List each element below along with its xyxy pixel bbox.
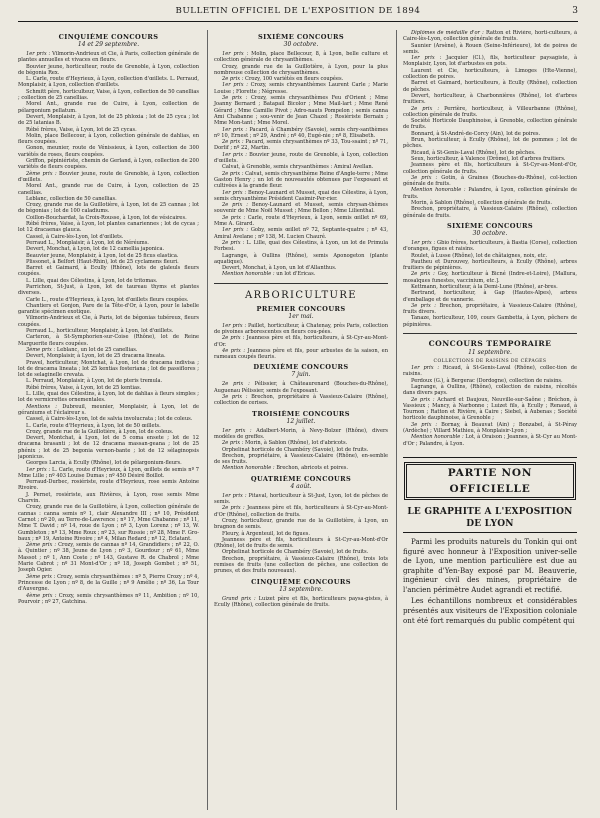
award-text: J. Pernet, rosiériste, aux Rivières, à Lyon, rose semis Mme Charvin. bbox=[18, 491, 199, 505]
award-rank: 1er prix : bbox=[222, 189, 247, 196]
award-entry bbox=[214, 227, 388, 240]
section-heading: DEUXIÈME CONCOURS bbox=[253, 363, 349, 372]
award-text: Jeanness père et fils, pour arbustes de la saison, en rameaux coupés fleuris. bbox=[214, 347, 388, 361]
award-text: Brechon, propriétaire, à Vassieux-Calaire (Rhône), trois lots remises de fruits (une collection de pêches, une collection de prunes, et des fruits nouveaux). bbox=[214, 555, 388, 575]
award-text: Fleury, à Argenteuil, lot de figues. bbox=[222, 530, 310, 537]
article-title: LE GRAPHITE A L'EXPOSITION DE LYON bbox=[403, 506, 577, 533]
section-divider bbox=[403, 333, 577, 334]
award-text: L. Carle, route d'Heyrieux, à Lyon, œillets de semis nº 7 Mme Lille ; nº 403 Louise Dumas ; nº 450 Désiré Boillot. bbox=[18, 466, 199, 479]
award-entry bbox=[18, 404, 199, 417]
award-text: Luizet père et fils, horticulteurs paysa-gistes, à Ecully (Rhône), collection générale de fruits. bbox=[214, 595, 388, 608]
award-entry bbox=[214, 190, 388, 203]
award-text: Bouvier jeune, route de Grenoble, à Lyon, collection d'œillets. bbox=[214, 151, 388, 165]
award-entry bbox=[18, 101, 199, 114]
award-text: Bouvier jeune, route de Grenoble, à Lyon, collection d'œillets. bbox=[18, 170, 199, 183]
award-list bbox=[403, 365, 577, 447]
award-rank: 3e prix : bbox=[411, 421, 438, 428]
award-rank: Mention honorable : bbox=[222, 465, 275, 472]
award-text: Rébé frères, Vaise, à Lyon, lot plantes canariennes ; lot de cycas ; lot 12 dracaenas glauca. bbox=[18, 221, 199, 234]
award-entry bbox=[214, 139, 388, 152]
award-rank: 1er prix : bbox=[411, 365, 440, 372]
award-text: Cassel, à Caire-lès-Lyon, lot de salvia involucrata ; lot de coleus. bbox=[26, 416, 193, 423]
partie-non-officielle-heading: PARTIE NON OFFICIELLE bbox=[406, 464, 574, 498]
award-rank: 1er prix : bbox=[222, 51, 249, 57]
award-text: Ricaud, à St-Genis-Laval (Rhône), lot de pêches. bbox=[411, 149, 536, 156]
award-entry bbox=[18, 360, 199, 379]
award-rank: 2e prix : bbox=[222, 505, 245, 512]
award-entry bbox=[214, 453, 388, 466]
award-entry bbox=[403, 80, 577, 93]
award-entry bbox=[18, 265, 199, 278]
award-text: Paillet, horticulteur, à Chatenay, près Paris, collection de pivoines arborescentes en fleurs cou-pées. bbox=[214, 322, 388, 335]
award-text: Perraud-Durbec, rosiériste, route d'Heyrieux, rose semis Antoine Rivoire. bbox=[18, 479, 199, 492]
award-text: Gotin, à Graines (Bouches-du-Rhône), col-lection générale de fruits. bbox=[403, 174, 577, 188]
award-text: Perdoux (G.), à Bergerac (Dordogne), collection de raisins. bbox=[411, 377, 563, 384]
award-entry bbox=[18, 492, 199, 505]
award-entry bbox=[403, 55, 577, 68]
award-text: Bertrand, horticulteur, à Gap (Hautes-Alpes), arbres d'emballage et de vannerie. bbox=[403, 290, 577, 303]
award-text: L. Lille, quai des Célestins, à Lyon, lot de dahlias à fleurs simples ; lot de vermicrettes ornementales. bbox=[18, 391, 199, 404]
award-entry bbox=[403, 315, 577, 328]
award-text: Société Horticole Dauphinoise, à Grenoble, collection générale de fruits. bbox=[403, 118, 577, 131]
award-entry bbox=[403, 106, 577, 119]
section-date: 14 et 29 septembre. bbox=[77, 41, 140, 48]
award-text: L. Carle, route d'Heyrieux, à Lyon, lot de 50 œillets. bbox=[26, 422, 161, 429]
award-text: Crozy, grande rue de la Guillotière, à Lyon, collection générale de cannas : canna semis nº 1, clair Alexandre III ; nº 10, Président Carnot ; nº 20, au Terre-de-Lawrence ; nº 17, Mme Chabanne ; nº 11, Mme T. David ; nº 14, roue de Lyon ; nº 3, Lyon Lorenz ; nº 13, W. Gumbleton ; nº 13, Mme Roux ; nº 23, sur Russie ; nº 28, Mme F. Gro-baux ; nº 19, Antoine Rivoire ; nº 4, Milan Redard ; nº 12, Eclatant. bbox=[18, 504, 199, 542]
award-entry bbox=[214, 171, 388, 190]
award-entry bbox=[18, 334, 199, 347]
award-entry bbox=[18, 284, 199, 297]
section-date: 30 octobre. bbox=[283, 41, 319, 48]
award-text: Lagrange, à Oullins (Rhône), semis Aponogeton (plante aquatique). bbox=[214, 252, 388, 265]
section-heading: CINQUIÈME CONCOURS bbox=[251, 577, 351, 586]
award-text: Carle, route d'Heyrieux, à Lyon, semis œillet nº 69, Mme A. Girard. bbox=[214, 214, 388, 228]
award-text: Gbio frères, horticulteurs, à Bastia (Corse), collection d'oranges, figues et raisins. bbox=[403, 239, 577, 253]
award-entry bbox=[403, 118, 577, 131]
award-entry bbox=[214, 465, 388, 471]
section-date: 12 juillet. bbox=[286, 417, 316, 425]
column-2 bbox=[207, 30, 388, 810]
award-entry bbox=[18, 158, 199, 171]
award-entry bbox=[403, 187, 577, 200]
award-text: Brechon, abricots et poires. bbox=[276, 465, 348, 472]
award-entry bbox=[214, 596, 388, 609]
award-entry bbox=[214, 394, 388, 407]
award-rank: 2e prix : bbox=[222, 76, 244, 83]
award-text: Devert, horticulteur, à Charbonnières (Rhône), lot d'arbres fruitiers. bbox=[403, 92, 577, 106]
award-text: Chantiers et Gonjon, Pare de la Tête-d'Or, à Lyon, pour le labelle garantie spécimen exotique. bbox=[18, 302, 199, 316]
section-heading: CINQUIÈME CONCOURS bbox=[58, 33, 159, 41]
award-list bbox=[214, 493, 388, 575]
award-text: Dubreuil, meunier, Monplaisir, à Lyon, lot de géraniums et l'éclaireur s. bbox=[18, 403, 199, 416]
award-text: L. Perraud, Monplaisir, à Lyon, lot de pteris tremula. bbox=[26, 378, 163, 385]
award-text: Rébé frères, Vaise, à Lyon, lot de 25 cycas. bbox=[26, 126, 137, 133]
award-text: Devert, Monplaisir, à Lyon, lot de 25 phloxia ; lot de 25 cyca ; lot de 25 latanias B. bbox=[18, 113, 199, 127]
award-entry bbox=[214, 271, 388, 277]
award-entry bbox=[403, 365, 577, 378]
award-text: Pacard, semis chrysanthèmes nº 33, Tou-ssaint ; nº 71, Dorlif ; nº 22, Martin. bbox=[214, 139, 388, 152]
award-entry bbox=[403, 303, 577, 316]
award-list bbox=[214, 596, 388, 609]
section-date: 4 août. bbox=[290, 482, 312, 490]
award-text: Pautheu et Durouvey, horticulteurs, à Ecully (Rhône), arbres fruitiers de pépinières. bbox=[403, 258, 577, 272]
award-rank: Mention honorable : bbox=[411, 187, 466, 194]
award-list bbox=[214, 381, 388, 406]
award-text: Barret et Gaimard, à Ecully (Rhône), lots de glaïeuls fleurs coupées. bbox=[18, 265, 199, 278]
award-text: Barret et Gaimard, horticulteurs, à Ecully (Rhône), collection de pêches. bbox=[403, 80, 577, 93]
award-entry bbox=[18, 593, 199, 606]
award-text: Perrière, horticulteur, à Villeurbanne (Rhône), collection générale de fruits. bbox=[403, 105, 577, 118]
award-entry bbox=[403, 271, 577, 284]
award-entry bbox=[214, 518, 388, 531]
award-rank: 2e prix : bbox=[222, 335, 245, 342]
bulletin-title: BULLETIN OFFICIEL DE L'EXPOSITION DE 1894 bbox=[175, 6, 421, 16]
award-rank: 1er prix : bbox=[222, 126, 248, 133]
arboriculture-heading: ARBORICULTURE bbox=[245, 289, 357, 301]
section-subheading: COLLECTIONS DE RAISINS DE CÉPAGES bbox=[433, 359, 547, 365]
award-entry bbox=[18, 145, 199, 158]
award-rank: 1er prix : bbox=[411, 55, 442, 62]
award-text: Plissonet, à Belfort (Haut-Rhin), lot de 25 cyclamens fleuri. bbox=[26, 258, 179, 265]
award-text: Bouvier jeune, horticulteur, route de Grenoble, à Lyon, collection de bégonia Rex. bbox=[18, 63, 199, 76]
award-text: Morel Ant., grande rue de Cuire, à Lyon, collection de pélargonium pellatum. bbox=[18, 101, 199, 114]
award-rank: 2ème prix : bbox=[26, 170, 57, 177]
award-text: Vilmorin-Andrieux et Cie, à Paris, lot de bégonias tubéreux, fleurs coupées. bbox=[18, 315, 199, 328]
award-text: Kettmann, horticulteur, à la Demi-Lune (Rhône), ar-bres. bbox=[411, 283, 558, 290]
award-list bbox=[214, 428, 388, 472]
column-1 bbox=[18, 30, 199, 810]
award-rank: 3ème prix : bbox=[26, 573, 56, 580]
award-text: Georges Larcia, à Ecully (Rhône), lot de pélargonium-fleurs. bbox=[26, 460, 182, 467]
award-rank: 3e prix : bbox=[222, 214, 246, 221]
award-text: Palandre, à Lyon, collection générale de fruits. bbox=[403, 187, 577, 200]
award-text: Lagrange, à Oullins, (Rhône), collection de raisins, récoltés dans divers pays. bbox=[403, 383, 577, 397]
award-text: Pravel, horticulteur, Montchat, à Lyon, lot de dracæna indivisa ; lot de dracæna lineata ; lot 25 kentias fosteriana ; lot de passiflores ; lot de selaginelle crevata. bbox=[18, 359, 199, 379]
award-text: Tanaze, horticulteur, 109, cours Gambetta, à Lyon, pêchers de pépinières. bbox=[403, 315, 577, 328]
award-rank: 3e prix : bbox=[222, 95, 248, 102]
award-entry bbox=[18, 64, 199, 77]
award-text: Pélissier, à Châteaurenard (Bouches-du-Rhône), Auguenau Pélissier, semis de l'exposant. bbox=[214, 381, 388, 394]
award-rank: 2ème prix : bbox=[26, 542, 57, 549]
award-entry bbox=[18, 542, 199, 573]
section-heading: PREMIER CONCOURS bbox=[256, 304, 346, 313]
award-text: Perraud L., Monplaisir, à Lyon, lot de Néréums. bbox=[26, 239, 149, 246]
award-list bbox=[403, 240, 577, 328]
award-text: Crozy, grande rue de la Guillotière, à Lyon, lot de 25 cannas ; lot de bégonias ; lot de 100 caladiums. bbox=[18, 202, 199, 215]
section-heading: QUATRIÈME CONCOURS bbox=[250, 474, 352, 483]
award-text: Cassel, à Caire-lès-Lyon, lot d'œillets. bbox=[26, 233, 124, 240]
award-text: L. Lille, quai des Célestins, à Lyon, un lot de Primula Forbesi. bbox=[214, 239, 388, 253]
award-entry bbox=[18, 202, 199, 215]
award-text: Crozy, 100 variétés en fleurs coupées. bbox=[245, 76, 344, 83]
award-entry bbox=[214, 202, 388, 215]
award-entry bbox=[403, 422, 577, 435]
award-text: Benoy-Launard et Musset, quai des Célestins, à Lyon, semis chrysanthème Président Casimir-Per-rier. bbox=[214, 189, 388, 202]
award-rank: 1er prix : bbox=[26, 51, 51, 57]
award-text: Pacard, à Chambéry (Savoie), semis chry-santhèmes nº 10, Ernest ; nº 29, André ; nº 40, Eugé-nie ; nº 8, Elisabeth. bbox=[214, 126, 388, 139]
award-entry bbox=[214, 253, 388, 266]
award-text: Crozy, horticulteur, grande rue de la Guillotière, à Lyon, un bragnon de semis. bbox=[214, 517, 388, 531]
award-text: Morin, à Sablon (Rhône), collection générale de fruits. bbox=[411, 200, 552, 207]
award-rank: 3e prix : bbox=[222, 394, 248, 401]
award-entry bbox=[403, 259, 577, 272]
award-entry bbox=[214, 493, 388, 506]
award-text: Vilmorin-Andrieux et Cie, à Paris, collection générale de plantes annuelles et vivaces en fleurs. bbox=[18, 51, 199, 64]
award-text: Devert, Monchat, à Lyon, un lot d'Allanthus. bbox=[222, 265, 337, 272]
award-rank: 2e prix : bbox=[222, 202, 248, 209]
award-text: Griffon, pépiniériste, chemin de Gerland, à Lyon, collection de 200 variétés de fleurs coupées. bbox=[18, 158, 199, 171]
award-entry bbox=[403, 43, 577, 56]
award-text: Rébé frères, Vaise, à Lyon, lot de 25 kentias. bbox=[26, 384, 142, 391]
section-date: 30 octobre. bbox=[472, 229, 508, 237]
award-list bbox=[403, 30, 577, 219]
award-text: Coillon-Bouchardat, la Croix-Rousse, à Lyon, lot de vésicaires. bbox=[26, 214, 187, 221]
award-text: Jacquier (Cl.), fils, horticulteur paysagiste, à Monplaisir, Lyon, lot d'arbustes en pots. bbox=[403, 55, 577, 68]
award-entry bbox=[18, 171, 199, 184]
award-text: Pitaval, horticulteur à St-Just, Lyon, lot de pêches de semis. bbox=[214, 492, 388, 506]
award-text: Crozy, semis chrysanthèmes nº 11, Ambition ; nº 10, Pourvoir ; nº 27, Gatchina. bbox=[18, 592, 199, 605]
column-3 bbox=[396, 30, 577, 810]
award-entry bbox=[403, 240, 577, 253]
award-entry bbox=[18, 183, 199, 196]
award-text: Ratton et Rivière, horti-culteurs, à Caire-lès-Lyon, collection générale de fruits. bbox=[403, 30, 577, 43]
award-entry bbox=[403, 68, 577, 81]
award-rank: 4e prix : bbox=[222, 347, 246, 354]
award-text: Calvat, semis chrysanthème Reine d'Angle-terre ; Mme Gaston Henry ; un lot de nouveautés obtenues par l'exposant et cultivées à la grande fleur. bbox=[214, 170, 388, 190]
award-entry bbox=[18, 315, 199, 328]
award-entry bbox=[18, 504, 199, 542]
award-entry bbox=[214, 556, 388, 575]
award-text: Saunier (Arsène), à Rouen (Seine-Inférieure), lot de poires de semis. bbox=[403, 42, 577, 55]
award-rank: Mention honorable : bbox=[411, 434, 464, 441]
award-text: Crozy, semis de cannas nº 14, Grandidiers ; nº 22, O. à. Quintier ; nº 38, Jeune de Lyon ; nº 3, Gourdour ; nº 61, Mme Massot ; nº 1, Ann Coste ; nº 143, Gustave R. de Chabrol ; Mme Marie Cabrot ; nº 31 Mont-d'Or ; nº 18, Joseph Gombet ; nº 51, Joseph Ogier. bbox=[18, 542, 199, 574]
award-text: Brun, horticulteur, à Ecully (Rhône), lot de pommes ; lot de pêches. bbox=[403, 137, 577, 150]
award-text: Laurent et Cie, horticulteurs, à Limoges (Hte-Vienne), collection de poires. bbox=[403, 67, 577, 81]
award-entry bbox=[403, 137, 577, 150]
award-entry bbox=[18, 51, 199, 64]
award-text: Perraud L., horticulteur, Monplaisir, à Lyon, lot d'œillets. bbox=[26, 328, 174, 335]
award-text: Brechon, propriétaire à Vassieux-Calaire (Rhône), collection de cerises. bbox=[214, 394, 388, 407]
award-text: Goby, semis œillet nº 72, Septante-quatre ; nº 43, Amiral Avelane ; nº 138, M. Lucien Chauré. bbox=[214, 227, 388, 240]
award-text: Jeanness père et fils, horticulteurs, à St-Cyr-au-Mont-d'Or. bbox=[214, 335, 388, 348]
award-entry bbox=[403, 30, 577, 43]
section-heading: SIXIÈME CONCOURS bbox=[257, 33, 345, 41]
award-entry bbox=[214, 64, 388, 77]
award-rank: 2e prix : bbox=[222, 139, 244, 146]
section-date: 13 septembre. bbox=[279, 585, 323, 593]
award-rank: 1er prix : bbox=[222, 492, 247, 499]
award-entry bbox=[403, 290, 577, 303]
article-paragraph: Les échantillons nombreux et considérables présentés aux visiteurs de l'Exposition coloniale ont été fort remarqués du public compétent qui bbox=[403, 596, 577, 625]
award-rank: 2e prix : bbox=[222, 239, 245, 246]
award-entry bbox=[214, 152, 388, 165]
award-rank: 3e prix : bbox=[411, 302, 437, 309]
award-text: L. Lille, quai des Célestins, à Lyon, lot de tritomas. bbox=[26, 277, 158, 284]
award-rank: Mention honorable : bbox=[222, 271, 275, 278]
award-entry bbox=[403, 434, 577, 447]
award-text: Morel Ant., grande rue de Cuire, à Lyon, collection de 25 canellias. bbox=[18, 183, 199, 196]
award-text: Molin, place Bellecour, 8, à Lyon, belle culture et collection générale de chrysanthèmes. bbox=[214, 51, 388, 64]
award-entry bbox=[18, 574, 199, 593]
award-rank: 4ème prix : bbox=[26, 592, 57, 599]
award-entry bbox=[214, 82, 388, 95]
award-text: Crozy, grande rue de la Guillotière, à Lyon, lot de coleus. bbox=[26, 428, 174, 435]
columns bbox=[18, 30, 578, 810]
section-divider bbox=[214, 283, 388, 284]
award-text: Jeanness père et fils, horticulteurs à St-Cyr-au-Mont-d'Or (Rhône), collection de fruits. bbox=[214, 505, 388, 518]
award-text: Leblanc, un lot de 25 canellias. bbox=[56, 346, 138, 353]
award-entry bbox=[214, 505, 388, 518]
award-text: Carle L., route d'Heyrieux, à Lyon, lot d'œillets fleurs coupées. bbox=[26, 296, 189, 303]
award-rank: 1er prix : bbox=[222, 427, 252, 434]
award-text: Devert, Montchat, à Lyon, lot de 5 coma ensete ; lot de 12 dracæna brasanti ; lot de 12 dracæna massan-geana ; lot de 25 phénix ; lot de 25 begonia vernon-bante ; lot de 12 sélaginopsis japonicus. bbox=[18, 435, 199, 460]
award-text: Brechon, propriétaire, à Vassieux-Calaire (Rhône), collection générale de fruits. bbox=[403, 206, 577, 219]
award-rank: 2e prix : bbox=[411, 396, 435, 403]
award-rank: 1er prix : bbox=[222, 82, 248, 89]
award-entry bbox=[18, 89, 199, 102]
award-rank: Diplômes de médaille d'or : bbox=[411, 30, 484, 36]
award-rank: 2e prix : bbox=[222, 440, 244, 447]
award-list bbox=[214, 51, 388, 278]
section-date: 1er mai. bbox=[288, 312, 314, 320]
article-paragraph: Parmi les produits naturels du Tonkin qui ont figuré avec honneur à l'Exposition univer-selle de Lyon, une mention particulière est due au graphite d'Yen-Bay exposé par M. Beauverie, ingénieur civil des mines, propriétaire de l'ancien périmètre Audet agrandi et rectifié. bbox=[403, 536, 577, 594]
award-entry bbox=[18, 133, 199, 146]
award-text: Schmitt père, horticulteur, Vaise, à Lyon, collection de 50 canellias ; collection de 25 canellias. bbox=[18, 88, 199, 102]
award-entry bbox=[214, 348, 388, 361]
concours-temporaire-heading: CONCOURS TEMPORAIRE bbox=[428, 339, 552, 349]
award-list bbox=[18, 51, 199, 605]
award-entry bbox=[403, 175, 577, 188]
award-entry bbox=[18, 221, 199, 234]
award-entry bbox=[403, 162, 577, 175]
award-rank: 1er prix : bbox=[222, 322, 247, 329]
award-text: Orphelinat horticole de Chambéry (Savoie), lot de fruits. bbox=[222, 446, 369, 453]
article-body bbox=[403, 537, 577, 625]
page-header bbox=[18, 0, 578, 22]
award-rank: 1er prix : bbox=[411, 239, 436, 246]
award-entry bbox=[214, 323, 388, 336]
section-heading: TROISIÈME CONCOURS bbox=[252, 409, 350, 418]
award-text: L. Carle, route d'Heyrieux, à Lyon, collection d'œillets. L. Perraud, Monplaisir, à Lyon, collection d'œillets. bbox=[18, 76, 199, 89]
award-text: Morin, à Sablon (Rhône), lot d'abricots. bbox=[245, 440, 348, 447]
award-text: Parrichon, St-Just, à Lyon, lot de taureau thyms et plantes diverses. bbox=[18, 283, 199, 297]
award-entry bbox=[214, 51, 388, 64]
award-rank: 2e prix : bbox=[411, 105, 440, 112]
award-entry bbox=[214, 215, 388, 228]
award-entry bbox=[403, 93, 577, 106]
award-text: Crozy, semis chrysanthèmes Feu d'Orient ; Mme Joanny Bernard ; Batapail Bicolor ; Mme Mail-lart ; Mme René Gérard ; Mme Camille Pivot ; Adro-nauts Pompelon ; semis canna Ami Chabanne ; sou-venir de Jean Chazel ; Rosiériste Bernaix ; Mme Mon-tant ; Mme Morel. bbox=[214, 95, 388, 127]
award-entry bbox=[214, 95, 388, 126]
section-date: 11 septembre. bbox=[468, 349, 512, 357]
award-text: Ricaud, à St-Genis-Laval (Rhône), collec-tion de raisins. bbox=[403, 365, 577, 378]
section-heading: SIXIÈME CONCOURS bbox=[446, 221, 534, 230]
award-text: Calvat, à Grenoble, semis chrysanthèmes : Amiral Avellan. bbox=[222, 164, 374, 171]
award-rank: 1er prix : bbox=[222, 227, 249, 234]
award-entry bbox=[214, 240, 388, 253]
award-entry bbox=[403, 206, 577, 219]
award-text: Benoy-Launard et Musset, semis chrysan-thèmes souvenir de Mme Noël Musset ; Mme Bellon ; Mme Lilienthal. bbox=[214, 202, 388, 215]
award-text: Orphelinat horticole de Chambéry (Savoie), lot de fruits. bbox=[222, 549, 369, 556]
award-entry bbox=[214, 335, 388, 348]
award-text: Carteron, à St-Symphorien-sur-Coise (Rhône), lot de Reine Marguerite fleurs coupées. bbox=[18, 334, 199, 347]
award-text: Jeanness père et fils, horticulteurs à St-Cyr-au-Mont-d'Or (Rhône), lot de fruits de semis. bbox=[214, 536, 388, 550]
page-number: 3 bbox=[572, 6, 578, 16]
award-entry bbox=[18, 479, 199, 492]
award-text: Molin, place Bellecour, à Lyon, collection générale de dahlias, en fleurs coupées. bbox=[18, 132, 199, 146]
award-rank: 1er prix : bbox=[222, 151, 247, 158]
award-text: Beauvier jeune, Monplaisir, à Lyon, lot de 25 ficus elastica. bbox=[26, 252, 179, 259]
award-text: Brechon, propriétaire, à Vassieux-Calaire (Rhône), fruits divers. bbox=[403, 302, 577, 316]
award-text: Goy, horticulteur à Bicné (Indre-et-Loire), [Mallura, mosaïques funestes, vaccinium, etc.]. bbox=[403, 271, 577, 284]
award-entry bbox=[18, 391, 199, 404]
award-entry bbox=[18, 467, 199, 480]
award-entry bbox=[214, 127, 388, 140]
section-date: 7 juin. bbox=[291, 371, 311, 379]
award-rank: 2e prix : bbox=[411, 271, 435, 278]
award-rank: 3ème prix : bbox=[26, 346, 56, 353]
award-text: Devert, Monplaisir, à Lyon, lot de 25 dracæna lineata. bbox=[26, 353, 166, 360]
award-text: Crozy, semis chrysanthèmes Laurent Carle ; Marie Louise ; Florette ; Négresse. bbox=[214, 82, 388, 95]
award-rank: Grand prix : bbox=[222, 595, 256, 602]
award-entry bbox=[18, 435, 199, 460]
award-text: Gonon, meunier, route de Vénissieux, à Lyon, collection de 300 variétés de roses, fleurs coupées. bbox=[18, 145, 199, 158]
award-text: Adalbert-Morin, à Nevy-Bolzer (Rhône), divers modèles de greffes. bbox=[214, 427, 388, 440]
award-text: Crozy, grande rue de la Guillotière, à Lyon, pour la plus nombreuse collection de chrysanthèmes. bbox=[214, 63, 388, 76]
award-text: Devert, Monchat, à Lyon, lot de 12 camellia japonica. bbox=[26, 246, 165, 253]
award-rank: Mentions : bbox=[26, 403, 58, 410]
award-text: Leblanc, collection de 50 canellias. bbox=[26, 195, 117, 202]
award-entry bbox=[18, 114, 199, 127]
award-entry bbox=[18, 76, 199, 89]
award-text: Lot, à Oraison ; Jeannes, à St-Cyr au Mont-d'Or ; Palandre, à Lyon. bbox=[403, 434, 577, 447]
award-entry bbox=[214, 537, 388, 550]
award-entry bbox=[403, 397, 577, 422]
award-text: Jeanness père et fils, horticulteurs à St-Cyr-au-Mont-d'Or, collection générale de fruits. bbox=[403, 162, 577, 175]
award-entry bbox=[403, 384, 577, 397]
award-text: Crozy, semis chrysanthèmes : nº 5, Pierre Crozy ; nº 4, Princesse de Lyon ; nº 8, de la Guille ; nº 9 Amélie ; nº 36, La Tour d'Auvergne. bbox=[18, 573, 199, 593]
award-text: Brechon, propriétaire, à Vassieux-Calaire (Rhône), en-semble de ses fruits. bbox=[214, 452, 388, 466]
award-rank: 2e prix : bbox=[222, 381, 250, 388]
award-text: Seux, horticulteur, à Valence (Drôme), lot d'arbres fruitiers. bbox=[411, 155, 566, 162]
award-text: Bonnard, à St-André-de-Corcy (Ain), lot de poires. bbox=[411, 130, 541, 137]
award-list bbox=[214, 323, 388, 361]
award-text: un lot d'Ericas. bbox=[276, 271, 316, 278]
award-rank: 1er prix : bbox=[26, 466, 51, 473]
award-text: Roulet, à Lusse (Rhône), lot de châtaignes, noix, etc. bbox=[411, 252, 548, 259]
award-entry bbox=[214, 381, 388, 394]
award-entry bbox=[18, 303, 199, 316]
award-rank: 2e prix : bbox=[222, 170, 244, 177]
award-text: Bornay, à Beauvat (Ain) ; Bonzabel, à St-Péray (Ardèche) ; Villard Mathieu, à Monplaisir-Lyon ; bbox=[403, 421, 577, 435]
award-text: Achard et Daujoux, Neuville-sur-Saône ; Bréchon, à Vassieux ; Mancy, à Narbonne ; Luizet fils, à Ecully ; Renaud, à Tournon ; Ratton et Rivière, à Caire ; Siebel, à Aubenas ; Société horticole dauphinoise, à Grenoble ; bbox=[403, 396, 577, 422]
section-divider bbox=[403, 457, 577, 458]
award-entry bbox=[214, 428, 388, 441]
award-rank: 3e prix : bbox=[411, 174, 438, 181]
